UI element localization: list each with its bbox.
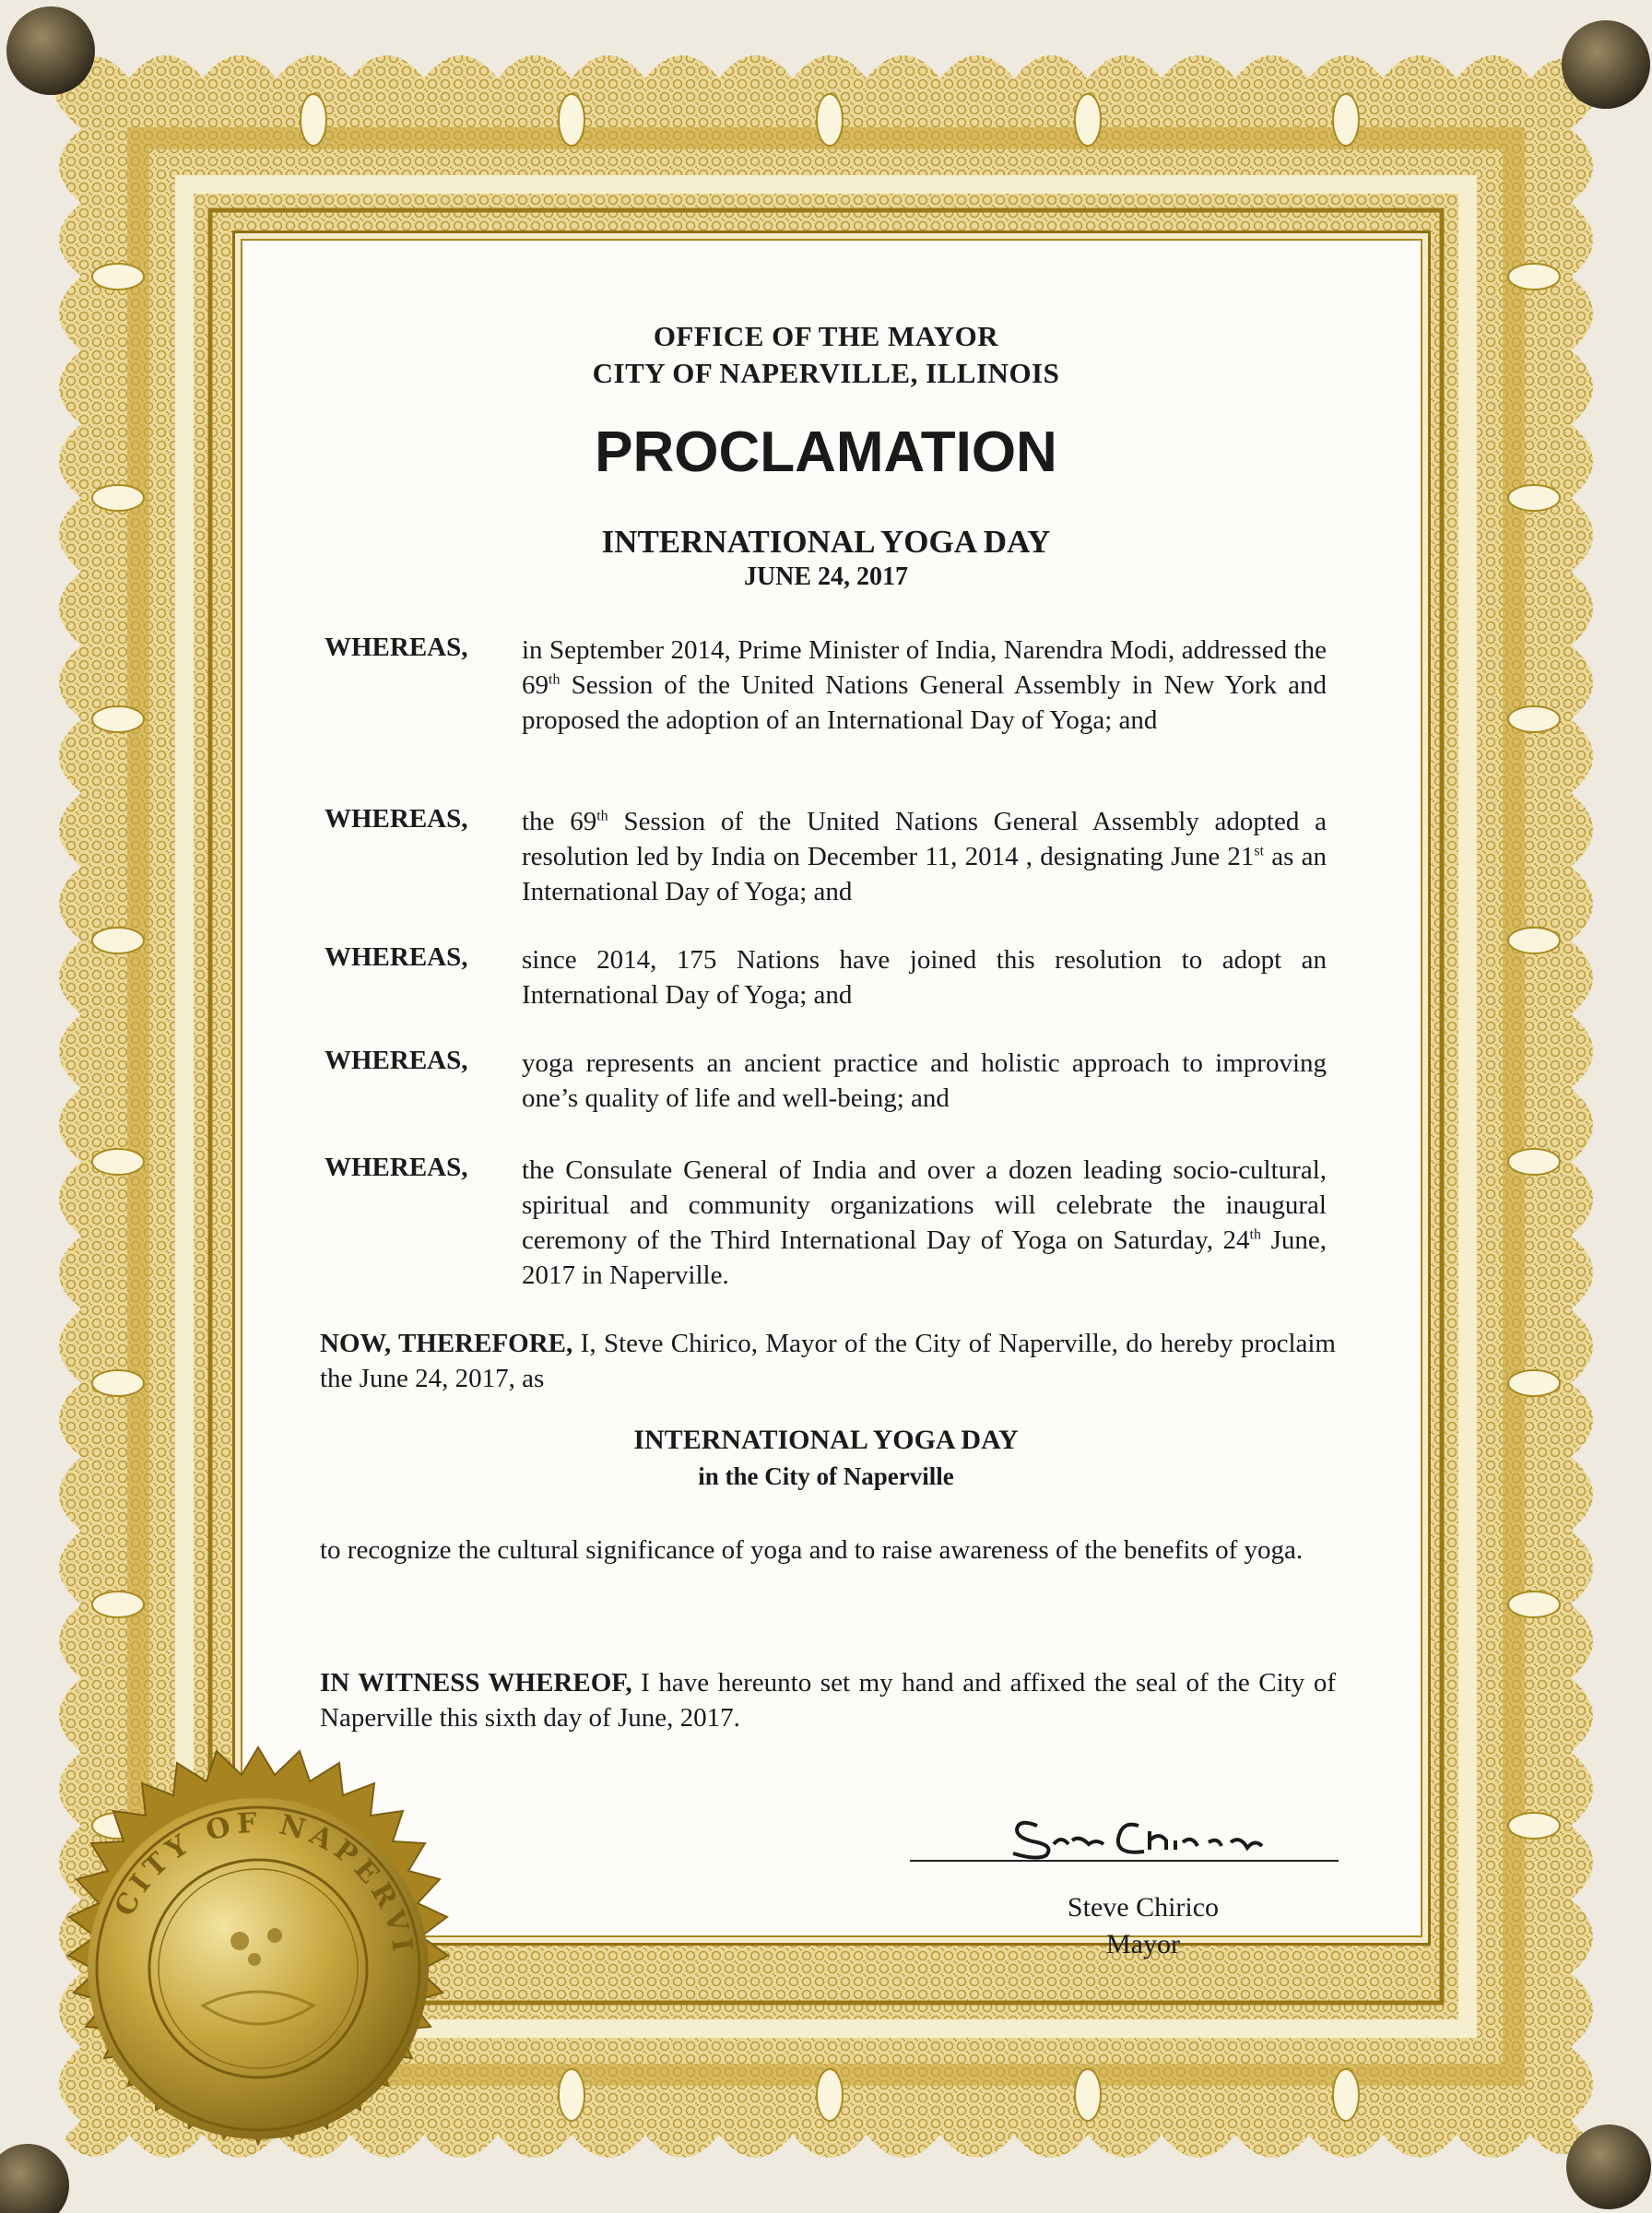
signatory-name: Steve Chirico: [1067, 1892, 1220, 1923]
whereas-text: yoga represents an ancient practice and holistic approach to improving one’s quality of life and well-being; and: [522, 1048, 1327, 1113]
whereas-text: the Consulate General of India and over a dozen leading socio-cultural, spiritual and community organizations will celebrate the inaugural ceremony of the Third International Day of Yoga on Saturday, 24th June, 2017 in Naperville.: [522, 1155, 1327, 1290]
office-heading: OFFICE OF THE MAYOR: [653, 320, 999, 352]
witness-text: I have hereunto set my hand and affixed the seal of the City of Naperville this sixth day of June, 2017.: [320, 1668, 1336, 1733]
signatory-title: Mayor: [1106, 1929, 1180, 1959]
whereas-label: WHEREAS,: [324, 1046, 468, 1075]
handwritten-signature: [1000, 1798, 1314, 1863]
occasion-date: JUNE 24, 2017: [743, 562, 909, 591]
purpose-paragraph: to recognize the cultural significance of yoga and to raise awareness of the benefits of yoga.: [320, 1535, 1304, 1565]
witness-lead: IN WITNESS WHEREOF,: [320, 1668, 632, 1698]
whereas-text: since 2014, 175 Nations have joined this resolution to adopt an International Day of Yoga; and: [522, 945, 1327, 1010]
whereas-label: WHEREAS,: [324, 942, 468, 972]
declaration-subtitle: in the City of Naperville: [698, 1462, 954, 1490]
whereas-label: WHEREAS,: [324, 633, 468, 662]
therefore-paragraph: [320, 1326, 1336, 1396]
whereas-label: WHEREAS,: [324, 1153, 468, 1182]
seal-legend: CITY OF NAPERVI: [108, 1806, 419, 1959]
whereas-text: in September 2014, Prime Minister of India, Narendra Modi, addressed the 69th Session of the United Nations General Assembly in New York and proposed the adoption of an International Day of Yoga; and: [522, 635, 1327, 735]
proclamation-title: PROCLAMATION: [595, 420, 1057, 484]
whereas-label: WHEREAS,: [324, 804, 468, 834]
therefore-text: I, Steve Chirico, Mayor of the City of Naperville, do hereby proclaim the June 24, 2017, as: [320, 1329, 1336, 1393]
signature-line: [910, 1860, 1339, 1862]
witness-paragraph: [320, 1665, 1336, 1735]
therefore-lead: NOW, THEREFORE,: [320, 1329, 573, 1358]
occasion-heading: INTERNATIONAL YOGA DAY: [601, 524, 1051, 560]
city-seal: [28, 1738, 489, 2199]
city-heading: CITY OF NAPERVILLE, ILLINOIS: [592, 357, 1060, 389]
declaration-title: INTERNATIONAL YOGA DAY: [633, 1425, 1019, 1455]
whereas-text: the 69th Session of the United Nations General Assembly adopted a resolution led by India on December 11, 2014 , designating June 21st as an International Day of Yoga; and: [522, 807, 1328, 906]
